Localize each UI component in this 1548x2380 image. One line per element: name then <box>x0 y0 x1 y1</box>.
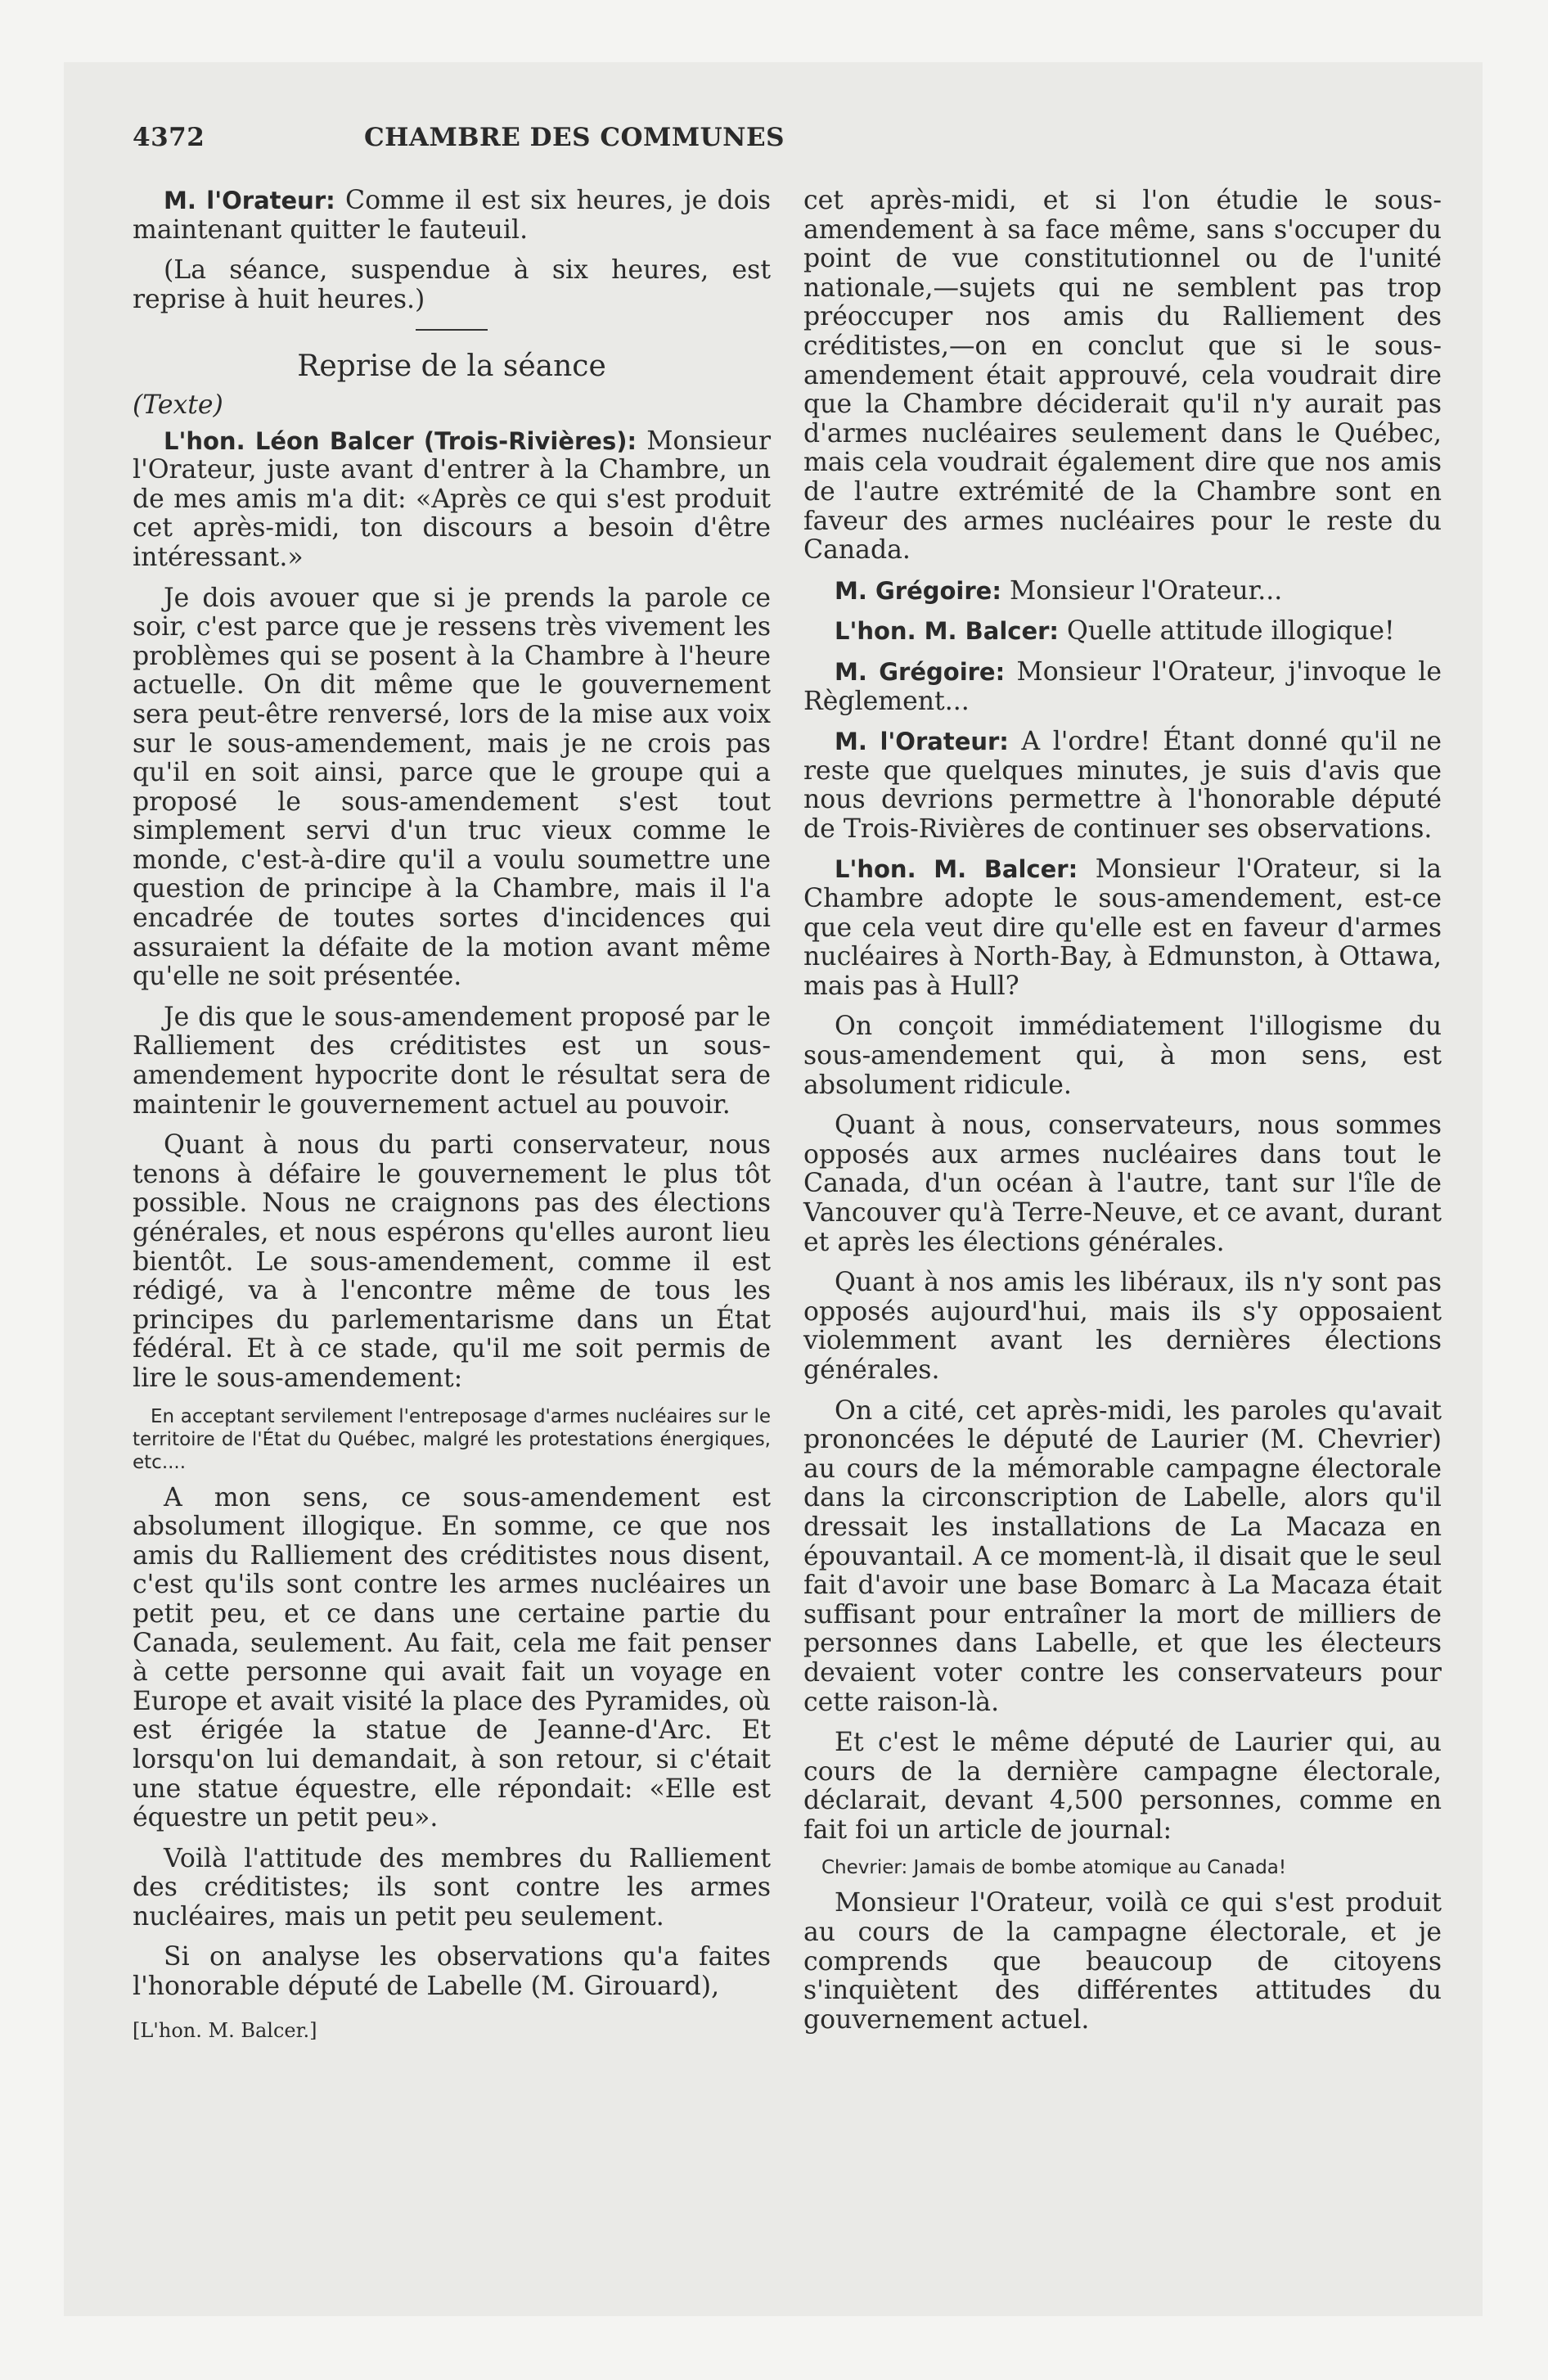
speaker-name: M. l'Orateur: <box>835 728 1009 756</box>
speech-text: Monsieur l'Orateur, juste avant d'entrer à la Chambre, un de mes amis m'a dit: «Après ce qui s'est produit cet après-midi, ton discours a besoin d'être intéressant.» <box>133 426 771 572</box>
paragraph: Je dis que le sous-amendement proposé par le Ralliement des créditistes est un sous-amendement hypocrite dont le résultat sera de maintenir le gouvernement actuel au pouvoir. <box>133 1002 771 1120</box>
paragraph: cet après-midi, et si l'on étudie le sous-amendement à sa face même, sans s'occuper du point de vue constitutionnel ou de l'unité nationale,—sujets qui ne semblent pas trop préoccuper nos amis du Ralliement des créditistes,—on en conclut que si le sous-amendement était approuvé, cela voudrait dire que la Chambre déciderait qu'il n'y aurait pas d'armes nucléaires seulement dans le Québec, mais cela voudrait également dire que nos amis de l'autre extrémité de la Chambre sont en faveur des armes nucléaires pour le reste du Canada. <box>803 186 1442 566</box>
block-quote: Chevrier: Jamais de bombe atomique au Canada! <box>821 1857 1287 1879</box>
speaker-signature: [L'hon. M. Balcer.] <box>133 2018 317 2042</box>
running-title: CHAMBRE DES COMMUNES <box>363 123 785 152</box>
paragraph <box>803 577 1442 606</box>
speaker-name: M. Grégoire: <box>835 657 1006 686</box>
paragraph <box>803 617 1442 647</box>
paragraph: Quant à nous du parti conservateur, nous tenons à défaire le gouvernement le plus tôt possible. Nous ne craignons pas des élections générales, et nous espérons qu'elles auront lieu bientôt. Le sous-amendement, comme il est rédigé, va à l'encontre même de tous les principes du parlementarisme dans un État fédéral. Et à ce stade, qu'il me soit permis de lire le sous-amendement: <box>133 1130 771 1393</box>
paragraph: Monsieur l'Orateur, voilà ce qui s'est produit au cours de la campagne électorale, et je comprends que beaucoup de citoyens s'inquiètent des différentes attitudes du gouvernement actuel. <box>803 1888 1442 2035</box>
language-label: (Texte) <box>133 390 223 420</box>
paragraph: On a cité, cet après-midi, les paroles qu'avait prononcées le député de Laurier (M. Chevrier) au cours de la mémorable campagne électorale dans la circonscription de Labelle, alors qu'il dressait les installations de La Macaza en épouvantail. A ce moment-là, il disait que le seul fait d'avoir une base Bomarc à La Macaza était suffisant pour entraîner la mort de milliers de personnes dans Labelle, et que les électeurs devaient voter contre les conservateurs pour cette raison-là. <box>803 1395 1442 1717</box>
speech-text: A l'ordre! Étant donné qu'il ne reste que quelques minutes, je suis d'avis que nous devrions permettre à l'honorable député de Trois-Rivières de continuer ses observations. <box>803 727 1442 844</box>
paragraph: Voilà l'attitude des membres du Ralliement des créditistes; ils sont contre les armes nucléaires, mais un petit peu seulement. <box>133 1843 771 1931</box>
right-column <box>803 187 1442 2046</box>
page-number: 4372 <box>133 123 205 152</box>
speaker-name: M. l'Orateur: <box>164 187 335 214</box>
paragraph <box>803 658 1442 716</box>
paragraph: Quant à nos amis les libéraux, ils n'y sont pas opposés aujourd'hui, mais ils s'y opposaient violemment avant les dernières élections générales. <box>803 1268 1442 1385</box>
section-title: Reprise de la séance <box>297 349 606 384</box>
left-column <box>133 187 771 2057</box>
paragraph <box>803 855 1442 1001</box>
speaker-name: L'hon. Léon Balcer (Trois-Rivières): <box>164 426 637 455</box>
paragraph: Je dois avouer que si je prends la parole ce soir, c'est parce que je ressens très vivement les problèmes qui se posent à la Chambre à l'heure actuelle. On dit même que le gouvernement sera peut-être renversé, lors de la mise aux voix sur le sous-amendement, mais je ne crois pas qu'il en soit ainsi, parce que le groupe qui a proposé le sous-amendement s'est tout simplement servi d'un truc vieux comme le monde, c'est-à-dire qu'il a voulu soumettre une question de principe à la Chambre, mais il l'a encadrée de toutes sortes d'incidences qui assuraient la défaite de la motion avant même qu'elle ne soit présentée. <box>133 583 771 992</box>
paragraph: On conçoit immédiatement l'illogisme du sous-amendement qui, à mon sens, est absolument ridicule. <box>803 1012 1442 1100</box>
paragraph: A mon sens, ce sous-amendement est absolument illogique. En somme, ce que nos amis du Ralliement des créditistes nous disent, c'est qu'ils sont contre les armes nucléaires un petit peu, et ce dans une certaine partie du Canada, seulement. Au fait, cela me fait penser à cette personne qui avait fait un voyage en Europe et avait visité la place des Pyramides, où est érigée la statue de Jeanne-d'Arc. Et lorsqu'on lui demandait, à son retour, si c'était une statue équestre, elle répondait: «Elle est équestre un petit peu». <box>133 1482 771 1833</box>
paragraph: Et c'est le même député de Laurier qui, au cours de la dernière campagne électorale, déclarait, devant 4,500 personnes, comme en fait foi un article de journal: <box>803 1728 1442 1845</box>
speech-text: Quelle attitude illogique! <box>1059 616 1395 647</box>
speaker-name: L'hon. M. Balcer: <box>835 855 1078 884</box>
speech-text: Monsieur l'Orateur, j'invoque le Règlement... <box>803 656 1442 716</box>
paragraph: (La séance, suspendue à six heures, est reprise à huit heures.) <box>133 255 771 314</box>
paragraph <box>133 187 771 245</box>
speaker-name: M. Grégoire: <box>835 576 1001 605</box>
page-header <box>133 123 1016 156</box>
speaker-name: L'hon. M. Balcer: <box>835 617 1060 646</box>
paragraph <box>133 427 771 573</box>
section-divider <box>416 329 488 331</box>
speech-text: Comme il est six heures, je dois maintenant quitter le fauteuil. <box>133 186 772 245</box>
paragraph: Quant à nous, conservateurs, nous sommes opposés aux armes nucléaires dans tout le Canada, d'un océan à l'autre, tant sur l'île de Vancouver qu'à Terre-Neuve, et ce avant, durant et après les élections générales. <box>803 1111 1442 1257</box>
speech-text: Monsieur l'Orateur, si la Chambre adopte le sous-amendement, est-ce que cela veut dire qu'elle est en faveur d'armes nucléaires à North-Bay, à Edmunston, à Ottawa, mais pas à Hull? <box>803 854 1442 1001</box>
paragraph <box>803 728 1442 844</box>
block-quote: En acceptant servilement l'entreposage d'armes nucléaires sur le territoire de l'État du Québec, malgré les protestations énergiques, etc.... <box>133 1405 771 1473</box>
speech-text: Monsieur l'Orateur... <box>1001 575 1283 606</box>
paragraph: Si on analyse les observations qu'a faites l'honorable député de Labelle (M. Girouard), <box>133 1942 771 2002</box>
